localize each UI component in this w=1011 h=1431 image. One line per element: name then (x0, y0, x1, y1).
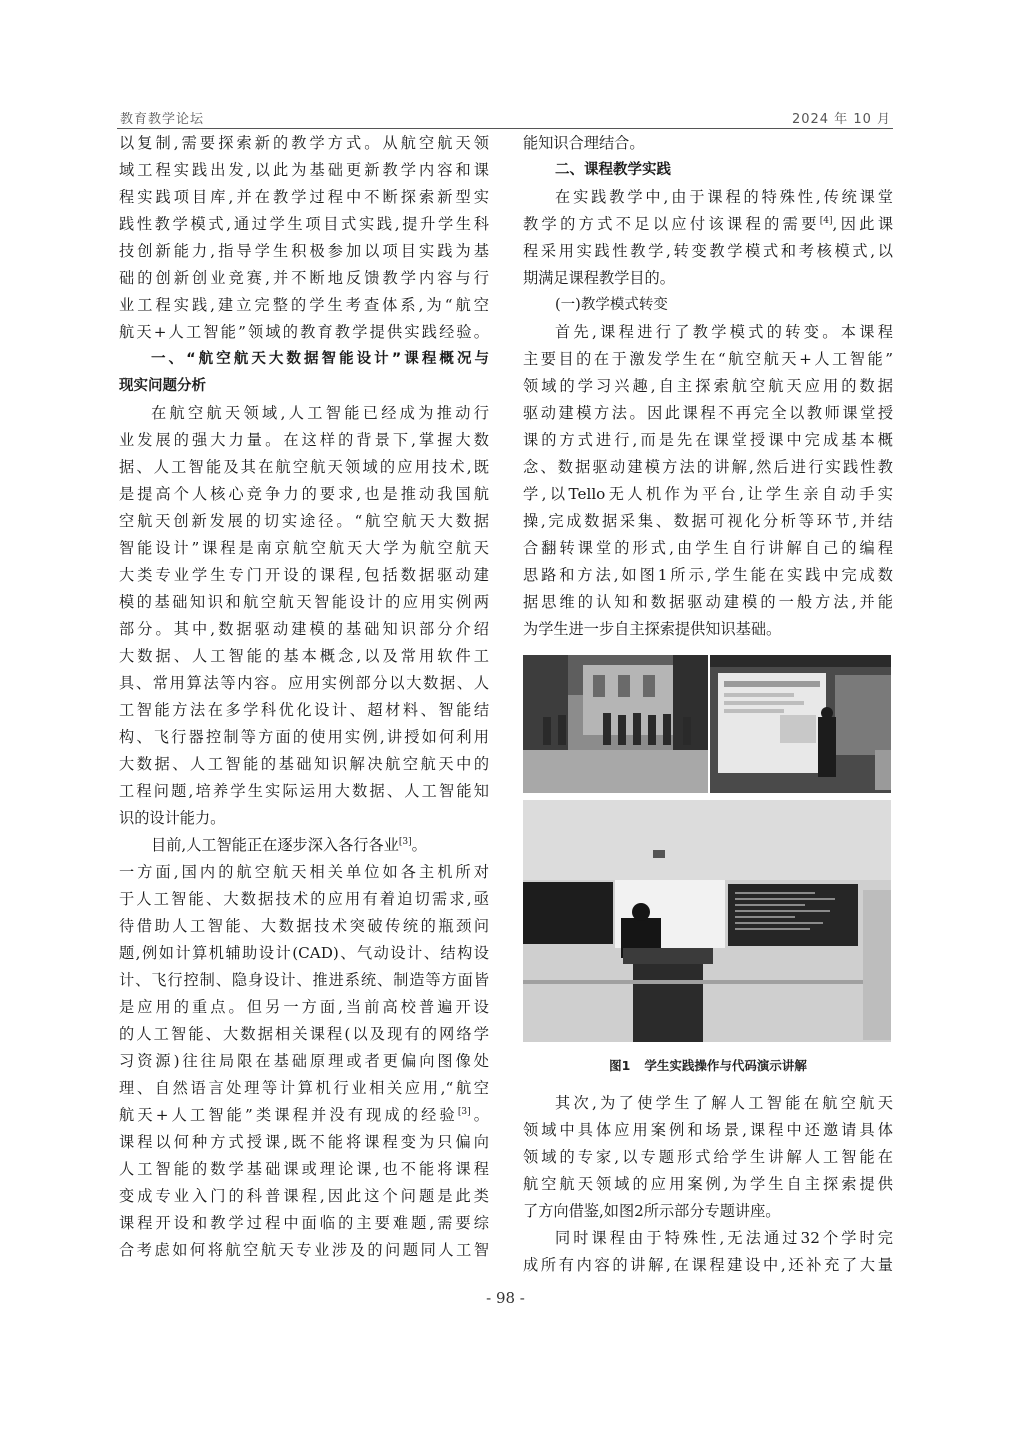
line-text: 期满足课程教学目的。 (523, 269, 675, 287)
line-text: 工智能方法在多学科优化设计、超材料、智能结 (119, 701, 489, 719)
section-heading-line (523, 157, 893, 184)
text-line (523, 535, 893, 562)
text-line (523, 1090, 893, 1117)
line-text: 待借助人工智能、大数据技术突破传统的瓶颈问 (119, 917, 489, 935)
line-text: 主要目的在于激发学生在“航空航天+人工智能” (523, 350, 893, 368)
text-line (119, 886, 489, 913)
line-text: 领域中具体应用案例和场景,课程中还邀请具体 (523, 1121, 893, 1139)
line-text: 航空航天领域的应用案例,为学生自主探索提供 (523, 1175, 893, 1193)
line-text: 于人工智能、大数据技术的应用有着迫切需求,亟 (119, 890, 489, 908)
line-text: 为学生进一步自主探索提供知识基础。 (523, 620, 782, 638)
photo-student-presentation (710, 655, 891, 793)
page-number: - 98 - (486, 1289, 525, 1307)
line-text: 大数据、人工智能的基本概念,以及常用软件工 (119, 647, 489, 665)
text-line (119, 670, 489, 697)
right-column-bottom (523, 1090, 893, 1279)
line-text: 念、数据驱动建模方法的讲解,然后进行实践性教 (523, 458, 893, 476)
line-text: 领域的专家,以专题形式给学生讲解人工智能在 (523, 1148, 893, 1166)
text-line (119, 130, 489, 157)
text-line (119, 1048, 489, 1075)
issue-date: 2024 年 10 月 (791, 112, 891, 127)
line-text: 其次,为了使学生了解人工智能在航空航天 (555, 1094, 893, 1112)
text-line (523, 1117, 893, 1144)
line-text: 础的创新创业竞赛,并不断地反馈教学内容与行 (119, 269, 489, 287)
line-text: 在实践教学中,由于课程的特殊性,传统课堂 (555, 188, 893, 206)
text-line (119, 265, 489, 292)
citation-marker: [3] (398, 837, 412, 847)
text-line (119, 724, 489, 751)
figure-caption-text: 学生实践操作与代码演示讲解 (644, 1058, 807, 1073)
text-line (523, 319, 893, 346)
text-line (119, 1237, 489, 1264)
figure-caption (523, 1056, 893, 1074)
text-line (119, 1129, 489, 1156)
line-text: 课的方式进行,而是先在课堂授课中完成基本概 (523, 431, 893, 449)
line-text: 大类专业学生专门开设的课程,包括数据驱动建 (119, 566, 489, 584)
figure-label: 图1 (609, 1058, 631, 1073)
line-text: 践性教学模式,通过学生项目式实践,提升学生科 (119, 215, 489, 233)
text-line (523, 562, 893, 589)
line-text: 二、课程教学实践 (555, 162, 671, 178)
line-text: 成所有内容的讲解,在课程建设中,还补充了大量 (523, 1256, 893, 1274)
line-text: 合翻转课堂的形式,由学生自行讲解自己的编程 (523, 539, 893, 557)
text-line (119, 778, 489, 805)
line-text: 程采用实践性教学,转变教学模式和考核模式,以 (523, 242, 893, 260)
line-text: 空航天创新发展的切实途径。“航空航天大数据 (119, 512, 489, 530)
text-line (523, 346, 893, 373)
text-line (523, 454, 893, 481)
section-heading-line (119, 346, 489, 373)
text-line (119, 589, 489, 616)
line-text: 学,以Tello无人机作为平台,让学生亲自动手实 (523, 485, 893, 503)
line-text: 题,例如计算机辅助设计(CAD)、气动设计、结构设 (119, 944, 489, 962)
line-text: 首先,课程进行了教学模式的转变。本课程 (555, 323, 893, 341)
line-text: 的人工智能、大数据相关课程(以及现有的网络学 (119, 1025, 489, 1043)
text-line (119, 535, 489, 562)
line-text: 领域的学习兴趣,自主探索航空航天应用的数据 (523, 377, 893, 395)
text-line (119, 454, 489, 481)
line-text: 模的基础知识和航空航天智能设计的应用实例两 (119, 593, 489, 611)
text-line (119, 1156, 489, 1183)
line-text: 以复制,需要探索新的教学方式。从航空航天领 (119, 134, 489, 152)
text-line (523, 238, 893, 265)
header-divider (117, 128, 893, 129)
line-text: 是提高个人核心竞争力的要求,也是推动我国航 (119, 485, 489, 503)
line-text: 构、飞行器控制等方面的使用实例,讲授如何利用 (119, 728, 489, 746)
left-column (119, 130, 489, 1264)
line-text: (一)教学模式转变 (555, 297, 668, 313)
text-line (523, 265, 893, 292)
text-line (523, 508, 893, 535)
journal-name: 教育教学论坛 (120, 112, 205, 127)
text-line (119, 859, 489, 886)
citation-marker: [3] (457, 1107, 471, 1117)
text-line (523, 1171, 893, 1198)
text-line (523, 373, 893, 400)
photo-code-demonstration (523, 800, 891, 1042)
text-line (119, 967, 489, 994)
text-line (119, 1210, 489, 1237)
text-line (119, 913, 489, 940)
line-text: 在航空航天领域,人工智能已经成为推动行 (151, 404, 489, 422)
text-line (523, 211, 893, 238)
text-line (119, 481, 489, 508)
text-line (119, 1102, 489, 1129)
citation-marker: [4] (819, 216, 833, 226)
text-line (523, 400, 893, 427)
text-line (119, 427, 489, 454)
line-text: 课程开设和教学过程中面临的主要难题,需要综 (119, 1214, 489, 1232)
line-text: 同时课程由于特殊性,无法通过32个学时完 (555, 1229, 893, 1247)
line-text: 能知识合理结合。 (523, 134, 645, 152)
line-text: 合考虑如何将航空航天专业涉及的问题同人工智 (119, 1241, 489, 1259)
text-line (119, 238, 489, 265)
line-text: 变成专业入门的科普课程,因此这个问题是此类 (119, 1187, 489, 1205)
text-line (523, 481, 893, 508)
line-text: 大数据、人工智能的基础知识解决航空航天中的 (119, 755, 489, 773)
line-text: 部分。其中,数据驱动建模的基础知识部分介绍 (119, 620, 489, 638)
text-line (119, 319, 489, 346)
line-text: 业发展的强大力量。在这样的背景下,掌握大数 (119, 431, 489, 449)
text-line (119, 832, 489, 859)
line-text: 一方面,国内的航空航天相关单位如各主机所对 (119, 863, 489, 881)
text-line (119, 643, 489, 670)
text-line (119, 994, 489, 1021)
line-text-tail: 。 (411, 836, 427, 854)
text-line (119, 1021, 489, 1048)
text-line (119, 184, 489, 211)
text-line (119, 400, 489, 427)
line-text: 具、常用算法等内容。应用实例部分以大数据、人 (119, 674, 489, 692)
line-text: 域工程实践出发,以此为基础更新教学内容和课 (119, 161, 489, 179)
text-line (523, 1225, 893, 1252)
text-line (119, 1183, 489, 1210)
line-text: 航天+人工智能”类课程并没有现成的经验 (119, 1106, 458, 1124)
line-text: 技创新能力,指导学生积极参加以项目实践为基 (119, 242, 489, 260)
line-text: 习资源)往往局限在基础原理或者更偏向图像处 (119, 1052, 489, 1070)
line-text: 识的设计能力。 (119, 809, 226, 827)
text-line (119, 211, 489, 238)
line-text: 操,完成数据采集、数据可视化分析等环节,并结 (523, 512, 893, 530)
text-line (523, 589, 893, 616)
text-line (523, 184, 893, 211)
text-line (119, 940, 489, 967)
text-line (523, 1252, 893, 1279)
text-line (523, 130, 893, 157)
line-text: 课程以何种方式授课,既不能将课程变为只偏向 (119, 1133, 489, 1151)
line-text: 计、飞行控制、隐身设计、推进系统、制造等方面皆 (119, 971, 489, 989)
line-text: 目前,人工智能正在逐步深入各行各业 (151, 836, 399, 854)
text-line (119, 805, 489, 832)
text-line (523, 427, 893, 454)
line-text: 程实践项目库,并在教学过程中不断探索新型实 (119, 188, 489, 206)
text-line (523, 616, 893, 643)
text-line (119, 292, 489, 319)
line-text: 航天+人工智能”领域的教育教学提供实践经验。 (119, 323, 489, 341)
text-line (119, 697, 489, 724)
right-column-top (523, 130, 893, 643)
line-text-tail: 。 (470, 1106, 489, 1124)
text-line (119, 616, 489, 643)
section-heading-line (119, 373, 489, 400)
line-text: 人工智能的数学基础课或理论课,也不能将课程 (119, 1160, 489, 1178)
line-text: 教学的方式不足以应付该课程的需要 (523, 215, 820, 233)
text-line (523, 1198, 893, 1225)
line-text: 现实问题分析 (119, 378, 206, 394)
subsection-heading-line (523, 292, 893, 319)
line-text: 思路和方法,如图1所示,学生能在实践中完成数 (523, 566, 893, 584)
line-text: 是应用的重点。但另一方面,当前高校普遍开设 (119, 998, 489, 1016)
text-line (119, 751, 489, 778)
photo-outdoor-drone-practice (523, 655, 708, 793)
line-text: 理、自然语言处理等计算机行业相关应用,“航空 (119, 1079, 489, 1097)
text-line (523, 1144, 893, 1171)
line-text: 一、“航空航天大数据智能设计”课程概况与 (151, 351, 489, 367)
line-text: 智能设计”课程是南京航空航天大学为航空航天 (119, 539, 489, 557)
text-line (119, 1075, 489, 1102)
line-text: 业工程实践,建立完整的学生考查体系,为“航空 (119, 296, 489, 314)
text-line (119, 562, 489, 589)
line-text: 工程问题,培养学生实际运用大数据、人工智能知 (119, 782, 489, 800)
line-text-tail: ,因此课 (832, 215, 893, 233)
text-line (119, 508, 489, 535)
line-text: 了方向借鉴,如图2所示部分专题讲座。 (523, 1202, 781, 1220)
text-line (119, 157, 489, 184)
line-text: 据思维的认知和数据驱动建模的一般方法,并能 (523, 593, 893, 611)
line-text: 驱动建模方法。因此课程不再完全以教师课堂授 (523, 404, 893, 422)
line-text: 据、人工智能及其在航空航天领域的应用技术,既 (119, 458, 489, 476)
